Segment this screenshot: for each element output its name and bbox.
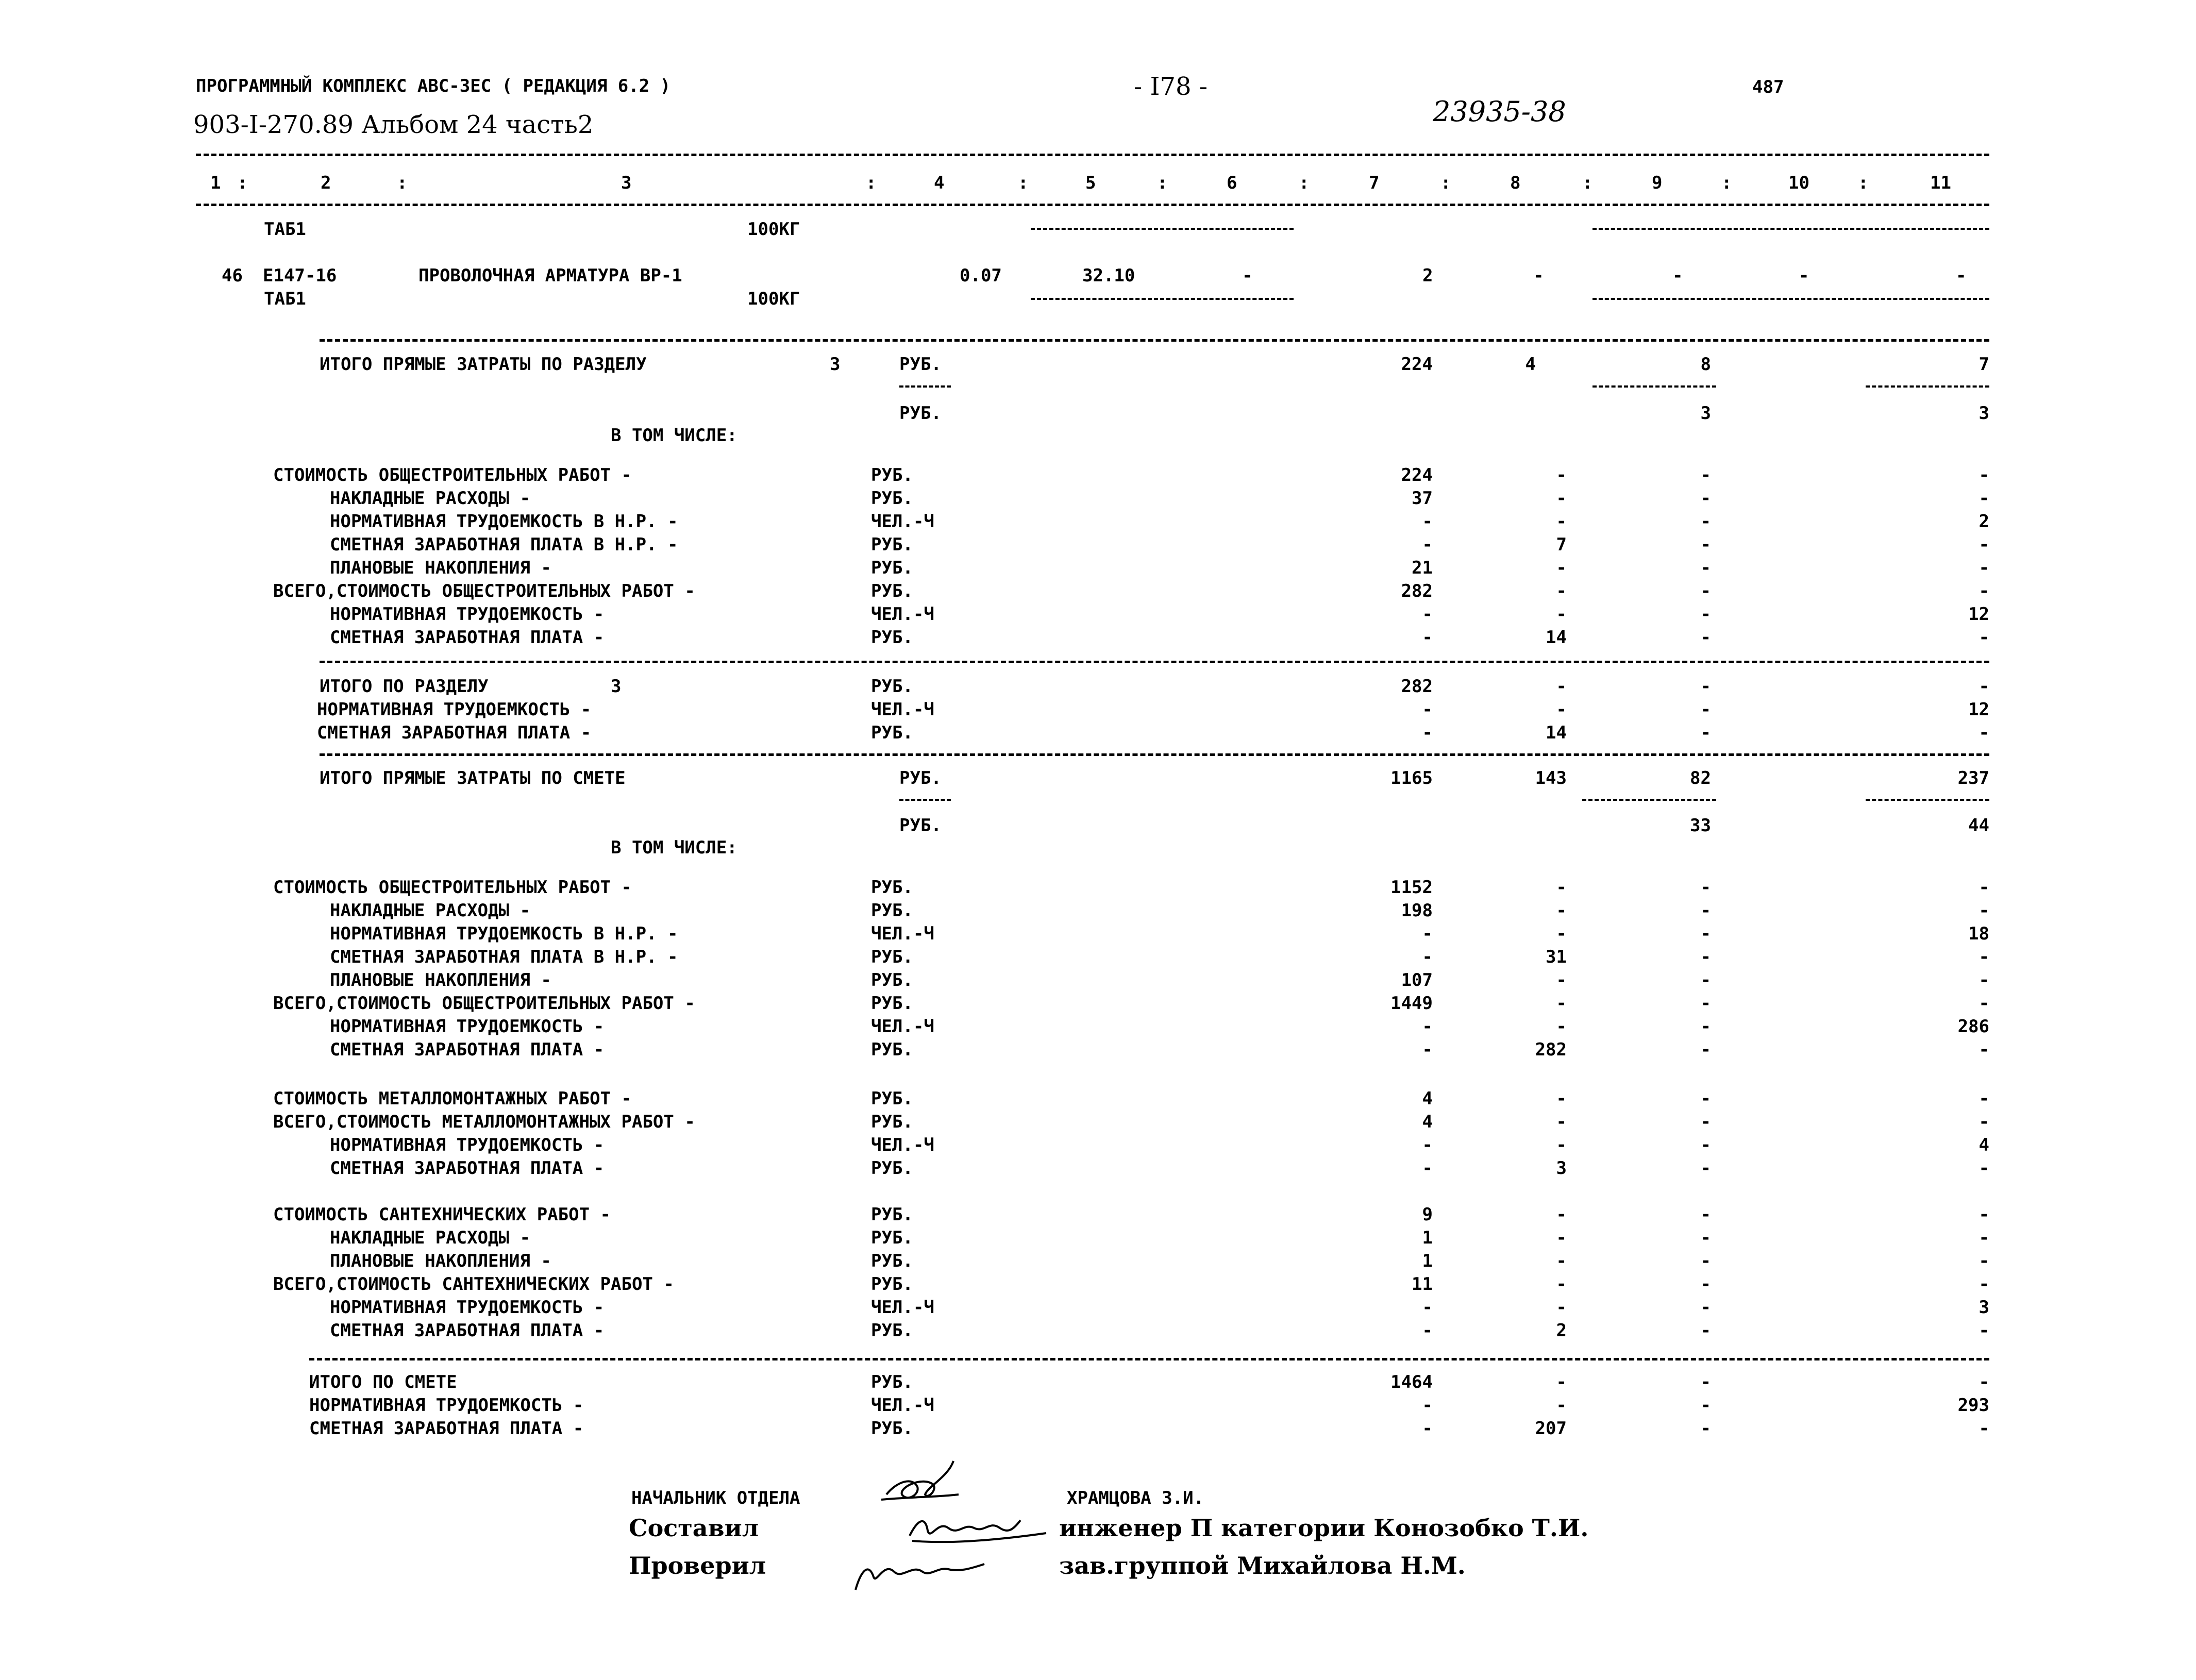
page-number: - I78 - — [1134, 72, 1208, 101]
cell-c9: - — [1700, 604, 1711, 625]
table-label: ТАБ1 — [264, 289, 306, 309]
cell-c9: - — [1700, 993, 1711, 1014]
cell-c7: - — [1422, 1297, 1433, 1318]
cell-c8: 3 — [1556, 1158, 1567, 1179]
header-rule-bottom — [196, 204, 1989, 206]
cell-c7: - — [1422, 534, 1433, 555]
cell-c8: - — [1556, 1088, 1567, 1109]
cell-c9: - — [1700, 1320, 1711, 1341]
unit-label: РУБ. — [899, 815, 942, 836]
unit-label: ЧЕЛ.-Ч — [871, 604, 934, 625]
cell-c9: - — [1700, 1274, 1711, 1295]
cell-c7: 37 — [1412, 488, 1433, 509]
row-label: СМЕТНАЯ ЗАРАБОТНАЯ ПЛАТА - — [309, 1418, 584, 1439]
section-rule — [309, 1358, 1989, 1360]
unit-label: ЧЕЛ.-Ч — [871, 1395, 934, 1416]
cell-c8: 4 — [1525, 354, 1536, 375]
cell-c11: - — [1979, 676, 1989, 697]
row-label: ВСЕГО,СТОИМОСТЬ ОБЩЕСТРОИТЕЛЬНЫХ РАБОТ - — [273, 993, 695, 1014]
cell-c9: - — [1700, 488, 1711, 509]
cell-c11: - — [1979, 723, 1989, 743]
col-separator: : — [1299, 173, 1310, 193]
row-label: СМЕТНАЯ ЗАРАБОТНАЯ ПЛАТА В Н.Р. - — [330, 534, 678, 555]
cell-c7: - — [1422, 1320, 1433, 1341]
row-label: ПЛАНОВЫЕ НАКОПЛЕНИЯ - — [330, 558, 551, 578]
cell-c7: 282 — [1401, 581, 1433, 601]
cell-c8: - — [1556, 1395, 1567, 1416]
col-header-1: 1 — [210, 173, 221, 193]
checker-signature — [845, 1541, 1000, 1598]
unit-label: РУБ. — [871, 676, 913, 697]
cell-c7: - — [1422, 627, 1433, 648]
unit-label: РУБ. — [871, 534, 913, 555]
cell-c8: 143 — [1535, 768, 1567, 788]
col-separator: : — [866, 173, 877, 193]
cell-c8: 14 — [1546, 723, 1567, 743]
cell-c8: - — [1556, 1112, 1567, 1132]
cell-c8: - — [1533, 265, 1544, 286]
cell-c11: - — [1979, 1418, 1989, 1439]
cell-c9: - — [1700, 1016, 1711, 1037]
including-heading: В ТОМ ЧИСЛЕ: — [611, 837, 737, 858]
cell-c8: - — [1556, 1372, 1567, 1392]
cell-c7: 1165 — [1390, 768, 1433, 788]
cell-c7: 21 — [1412, 558, 1433, 578]
program-header: ПРОГРАММНЫЙ КОМПЛЕКС АВС-3ЕС ( РЕДАКЦИЯ 6.2 ) — [196, 76, 671, 96]
document-code: 903-I-270.89 Альбом 24 часть2 — [193, 110, 594, 139]
unit-label: РУБ. — [871, 558, 913, 578]
col-header-2: 2 — [321, 173, 331, 193]
section-rule — [320, 339, 1989, 342]
unit-price: 32.10 — [1082, 265, 1135, 286]
cell-c9: - — [1700, 676, 1711, 697]
cell-c11: - — [1979, 1158, 1989, 1179]
cell-c8: - — [1556, 1228, 1567, 1248]
table-label: ТАБ1 — [264, 219, 306, 240]
cell-c8: - — [1556, 1135, 1567, 1155]
unit-label: ЧЕЛ.-Ч — [871, 511, 934, 532]
cell-c9: - — [1700, 947, 1711, 967]
row-label: СМЕТНАЯ ЗАРАБОТНАЯ ПЛАТА - — [330, 1320, 605, 1341]
cell-c9: - — [1700, 877, 1711, 898]
col-separator: : — [1582, 173, 1593, 193]
row-label: СТОИМОСТЬ ОБЩЕСТРОИТЕЛЬНЫХ РАБОТ - — [273, 465, 632, 485]
cell-c11: - — [1979, 1088, 1989, 1109]
cell-c9: - — [1700, 1204, 1711, 1225]
cell-c11: 4 — [1979, 1135, 1989, 1155]
unit-label: РУБ. — [871, 1112, 913, 1132]
cell-c7: - — [1422, 1395, 1433, 1416]
cell-c7: 198 — [1401, 900, 1433, 921]
unit-label: ЧЕЛ.-Ч — [871, 1135, 934, 1155]
cell-c8: - — [1556, 488, 1567, 509]
cell-c9: - — [1700, 1297, 1711, 1318]
cell-c7: - — [1422, 1039, 1433, 1060]
unit-label: ЧЕЛ.-Ч — [871, 1016, 934, 1037]
cell-c11: - — [1979, 488, 1989, 509]
work-name: ПРОВОЛОЧНАЯ АРМАТУРА ВР-1 — [418, 265, 682, 286]
cell-c9: - — [1700, 1088, 1711, 1109]
subtotal-rule — [1866, 385, 1989, 388]
cell-c9: - — [1700, 534, 1711, 555]
cell-c8: - — [1556, 1297, 1567, 1318]
cell-c7: 107 — [1401, 970, 1433, 990]
cell-c7: 1 — [1422, 1228, 1433, 1248]
row-label: НОРМАТИВНАЯ ТРУДОЕМКОСТЬ - — [330, 604, 605, 625]
section-direct-costs-title: ИТОГО ПРЯМЫЕ ЗАТРАТЫ ПО РАЗДЕЛУ — [320, 354, 647, 375]
cell-c9: - — [1700, 1228, 1711, 1248]
row-label: ИТОГО ПО СМЕТЕ — [309, 1372, 457, 1392]
cell-c7: - — [1422, 723, 1433, 743]
cell-c8: - — [1556, 900, 1567, 921]
cell-c7: 4 — [1422, 1088, 1433, 1109]
estimate-direct-costs-title: ИТОГО ПРЯМЫЕ ЗАТРАТЫ ПО СМЕТЕ — [320, 768, 626, 788]
cell-c11: - — [1979, 993, 1989, 1014]
cell-c8: - — [1556, 970, 1567, 990]
unit-label: РУБ. — [871, 465, 913, 485]
row-label: ВСЕГО,СТОИМОСТЬ САНТЕХНИЧЕСКИХ РАБОТ - — [273, 1274, 674, 1295]
cell-c7: 9 — [1422, 1204, 1433, 1225]
cell-c8: - — [1556, 1016, 1567, 1037]
section-rule — [320, 753, 1989, 756]
cell-c8: 207 — [1535, 1418, 1567, 1439]
row-label: НАКЛАДНЫЕ РАСХОДЫ - — [330, 1228, 530, 1248]
subtotal-rule — [1592, 298, 1989, 300]
cell-c11: - — [1979, 947, 1989, 967]
unit-label: РУБ. — [871, 947, 913, 967]
row-label: НОРМАТИВНАЯ ТРУДОЕМКОСТЬ В Н.Р. - — [330, 511, 678, 532]
col-header-8: 8 — [1510, 173, 1521, 193]
cell-c9: 33 — [1690, 815, 1711, 836]
cell-c9: - — [1700, 1372, 1711, 1392]
unit-label: ЧЕЛ.-Ч — [871, 1297, 934, 1318]
cell-c9: - — [1700, 723, 1711, 743]
unit-label: 100КГ — [747, 289, 800, 309]
subtotal-rule — [1866, 799, 1989, 801]
col-separator: : — [1018, 173, 1029, 193]
cell-c11: - — [1979, 465, 1989, 485]
unit-label: РУБ. — [871, 1418, 913, 1439]
cell-c7: - — [1422, 1158, 1433, 1179]
row-label: СТОИМОСТЬ САНТЕХНИЧЕСКИХ РАБОТ - — [273, 1204, 611, 1225]
sheet-number: 487 — [1752, 77, 1784, 97]
cell-c7: - — [1422, 511, 1433, 532]
unit-label: РУБ. — [871, 1320, 913, 1341]
cell-c8: 31 — [1546, 947, 1567, 967]
checked-by-name: зав.группой Михайлова Н.М. — [1059, 1552, 1466, 1580]
unit-label: РУБ. — [871, 900, 913, 921]
row-label: ВСЕГО,СТОИМОСТЬ МЕТАЛЛОМОНТАЖНЫХ РАБОТ - — [273, 1112, 695, 1132]
row-label: СМЕТНАЯ ЗАРАБОТНАЯ ПЛАТА - — [317, 723, 592, 743]
cell-c9: - — [1700, 699, 1711, 720]
col-header-10: 10 — [1788, 173, 1809, 193]
rate-code: Е147-16 — [263, 265, 337, 286]
cell-c8: - — [1556, 877, 1567, 898]
header-rule-top — [196, 154, 1989, 156]
col-separator: : — [1721, 173, 1732, 193]
row-label: НОРМАТИВНАЯ ТРУДОЕМКОСТЬ - — [309, 1395, 584, 1416]
cell-c11: - — [1979, 534, 1989, 555]
cell-c11: - — [1979, 581, 1989, 601]
unit-label: РУБ. — [899, 403, 942, 424]
col-separator: : — [1440, 173, 1451, 193]
row-label: СТОИМОСТЬ ОБЩЕСТРОИТЕЛЬНЫХ РАБОТ - — [273, 877, 632, 898]
cell-c7: 224 — [1401, 354, 1433, 375]
cell-c9: - — [1700, 581, 1711, 601]
cell-c11: 293 — [1957, 1395, 1989, 1416]
including-heading: В ТОМ ЧИСЛЕ: — [611, 425, 737, 446]
unit-label: РУБ. — [871, 723, 913, 743]
unit-label: РУБ. — [899, 354, 942, 375]
cell-c7: - — [1422, 604, 1433, 625]
compiled-by-name: инженер П категории Конозобко Т.И. — [1059, 1514, 1589, 1542]
col-header-11: 11 — [1930, 173, 1951, 193]
cell-c9: - — [1700, 1112, 1711, 1132]
cell-c11: 44 — [1968, 815, 1989, 836]
cell-c7: 11 — [1412, 1274, 1433, 1295]
cell-c9: 8 — [1700, 354, 1711, 375]
cell-c11: - — [1979, 1039, 1989, 1060]
cell-c9: - — [1672, 265, 1683, 286]
row-label: НОРМАТИВНАЯ ТРУДОЕМКОСТЬ - — [330, 1135, 605, 1155]
inventory-number: 23935-38 — [1433, 95, 1566, 128]
col-header-7: 7 — [1369, 173, 1380, 193]
cell-c11: - — [1979, 970, 1989, 990]
cell-c8: - — [1556, 1251, 1567, 1271]
unit-label: РУБ. — [871, 1204, 913, 1225]
row-label: СМЕТНАЯ ЗАРАБОТНАЯ ПЛАТА - — [330, 627, 605, 648]
cell-c9: - — [1700, 1135, 1711, 1155]
unit-label: РУБ. — [871, 1372, 913, 1392]
checked-by-label: Проверил — [629, 1552, 766, 1580]
cell-c8: - — [1556, 604, 1567, 625]
cell-c11: - — [1979, 877, 1989, 898]
cell-c9: - — [1700, 970, 1711, 990]
unit-label: РУБ. — [871, 627, 913, 648]
cell-c9: - — [1700, 1395, 1711, 1416]
section-number: 3 — [611, 676, 622, 697]
col-separator: : — [397, 173, 408, 193]
cell-c9: - — [1700, 511, 1711, 532]
subtotal-rule — [899, 385, 951, 388]
row-number: 46 — [222, 265, 243, 286]
col-header-6: 6 — [1227, 173, 1237, 193]
cell-c9: - — [1700, 1418, 1711, 1439]
subtotal-rule — [899, 799, 951, 801]
unit-label: РУБ. — [871, 581, 913, 601]
cell-c9: - — [1700, 627, 1711, 648]
row-label: ПЛАНОВЫЕ НАКОПЛЕНИЯ - — [330, 970, 551, 990]
row-label: ВСЕГО,СТОИМОСТЬ ОБЩЕСТРОИТЕЛЬНЫХ РАБОТ - — [273, 581, 695, 601]
unit-label: РУБ. — [871, 1158, 913, 1179]
row-label: НОРМАТИВНАЯ ТРУДОЕМКОСТЬ - — [330, 1016, 605, 1037]
cell-c11: - — [1979, 627, 1989, 648]
cell-c11: - — [1979, 558, 1989, 578]
unit-label: РУБ. — [871, 1039, 913, 1060]
subtotal-rule — [1031, 228, 1294, 230]
section-rule — [320, 661, 1989, 663]
cell-c7: - — [1422, 947, 1433, 967]
unit-label: РУБ. — [871, 1251, 913, 1271]
row-label: НОРМАТИВНАЯ ТРУДОЕМКОСТЬ - — [317, 699, 592, 720]
cell-c9: - — [1700, 1158, 1711, 1179]
cell-c7: 1464 — [1390, 1372, 1433, 1392]
cell-c7: 1449 — [1390, 993, 1433, 1014]
subtotal-rule — [1031, 298, 1294, 300]
cell-c11: - — [1979, 1251, 1989, 1271]
row-label: СМЕТНАЯ ЗАРАБОТНАЯ ПЛАТА - — [330, 1039, 605, 1060]
col-separator: : — [1858, 173, 1869, 193]
unit-label: РУБ. — [871, 1228, 913, 1248]
cell-c9: - — [1700, 923, 1711, 944]
row-label: НОРМАТИВНАЯ ТРУДОЕМКОСТЬ - — [330, 1297, 605, 1318]
cell-c11: - — [1979, 1112, 1989, 1132]
cell-c8: - — [1556, 465, 1567, 485]
cell-c8: - — [1556, 511, 1567, 532]
cell-c8: - — [1556, 558, 1567, 578]
cell-c8: - — [1556, 923, 1567, 944]
row-label: СМЕТНАЯ ЗАРАБОТНАЯ ПЛАТА В Н.Р. - — [330, 947, 678, 967]
col-header-4: 4 — [934, 173, 945, 193]
cell-c11: - — [1956, 265, 1967, 286]
cell-c11: 237 — [1957, 768, 1989, 788]
subtotal-rule — [1582, 799, 1716, 801]
cell-c9: - — [1700, 900, 1711, 921]
unit-label: 100КГ — [747, 219, 800, 240]
cell-c11: 12 — [1968, 604, 1989, 625]
col-header-3: 3 — [621, 173, 632, 193]
unit-label: ЧЕЛ.-Ч — [871, 923, 934, 944]
quantity: 0.07 — [960, 265, 1002, 286]
section-total-title: ИТОГО ПО РАЗДЕЛУ — [320, 676, 489, 697]
cell-c11: 18 — [1968, 923, 1989, 944]
unit-label: РУБ. — [871, 1274, 913, 1295]
cell-c8: - — [1556, 1274, 1567, 1295]
cell-c7: 1152 — [1390, 877, 1433, 898]
subtotal-rule — [1592, 228, 1989, 230]
cell-c7: 224 — [1401, 465, 1433, 485]
unit-label: РУБ. — [871, 993, 913, 1014]
cell-c7: - — [1422, 699, 1433, 720]
cell-c9: - — [1700, 1039, 1711, 1060]
unit-label: ЧЕЛ.-Ч — [871, 699, 934, 720]
row-label: СМЕТНАЯ ЗАРАБОТНАЯ ПЛАТА - — [330, 1158, 605, 1179]
unit-label: РУБ. — [871, 1088, 913, 1109]
cell-c11: - — [1979, 900, 1989, 921]
head-name: ХРАМЦОВА З.И. — [1067, 1488, 1204, 1508]
cell-c8: 14 — [1546, 627, 1567, 648]
cell-c8: 2 — [1556, 1320, 1567, 1341]
cell-c11: - — [1979, 1274, 1989, 1295]
cell-c8: 7 — [1556, 534, 1567, 555]
unit-label: РУБ. — [871, 877, 913, 898]
cell-c9: - — [1700, 1251, 1711, 1271]
col-header-9: 9 — [1652, 173, 1663, 193]
cell-c8: - — [1556, 993, 1567, 1014]
row-label: СТОИМОСТЬ МЕТАЛЛОМОНТАЖНЫХ РАБОТ - — [273, 1088, 632, 1109]
col-separator: : — [237, 173, 248, 193]
cell-c7: 2 — [1422, 265, 1433, 286]
cell-c9: - — [1700, 558, 1711, 578]
cell-c9: 82 — [1690, 768, 1711, 788]
compiled-by-label: Составил — [629, 1514, 759, 1542]
cell-c8: - — [1556, 676, 1567, 697]
cell-c11: - — [1979, 1372, 1989, 1392]
col-header-5: 5 — [1085, 173, 1096, 193]
cell-c7: - — [1422, 1418, 1433, 1439]
subtotal-rule — [1592, 385, 1716, 388]
cell-c8: - — [1556, 581, 1567, 601]
cell-c11: 7 — [1979, 354, 1989, 375]
cell-c11: - — [1979, 1204, 1989, 1225]
cell-c9: 3 — [1700, 403, 1711, 424]
row-label: НАКЛАДНЫЕ РАСХОДЫ - — [330, 900, 530, 921]
cell-c7: - — [1422, 1135, 1433, 1155]
unit-label: РУБ. — [899, 768, 942, 788]
cell-c7: - — [1422, 923, 1433, 944]
cell-c6: - — [1242, 265, 1253, 286]
cell-c11: 12 — [1968, 699, 1989, 720]
head-of-department-label: НАЧАЛЬНИК ОТДЕЛА — [631, 1488, 800, 1508]
cell-c11: 2 — [1979, 511, 1989, 532]
row-label: НОРМАТИВНАЯ ТРУДОЕМКОСТЬ В Н.Р. - — [330, 923, 678, 944]
row-label: НАКЛАДНЫЕ РАСХОДЫ - — [330, 488, 530, 509]
unit-label: РУБ. — [871, 970, 913, 990]
cell-c7: 4 — [1422, 1112, 1433, 1132]
cell-c8: - — [1556, 1204, 1567, 1225]
cell-c11: - — [1979, 1320, 1989, 1341]
cell-c8: - — [1556, 699, 1567, 720]
unit-label: РУБ. — [871, 488, 913, 509]
cell-c9: - — [1700, 465, 1711, 485]
cell-c8: 282 — [1535, 1039, 1567, 1060]
cell-c10: - — [1799, 265, 1809, 286]
cell-c7: 1 — [1422, 1251, 1433, 1271]
cell-c11: 3 — [1979, 403, 1989, 424]
cell-c11: - — [1979, 1228, 1989, 1248]
col-separator: : — [1157, 173, 1168, 193]
row-label: ПЛАНОВЫЕ НАКОПЛЕНИЯ - — [330, 1251, 551, 1271]
cell-c11: 286 — [1957, 1016, 1989, 1037]
cell-c7: - — [1422, 1016, 1433, 1037]
cell-c7: 282 — [1401, 676, 1433, 697]
cell-c11: 3 — [1979, 1297, 1989, 1318]
section-number: 3 — [830, 354, 841, 375]
